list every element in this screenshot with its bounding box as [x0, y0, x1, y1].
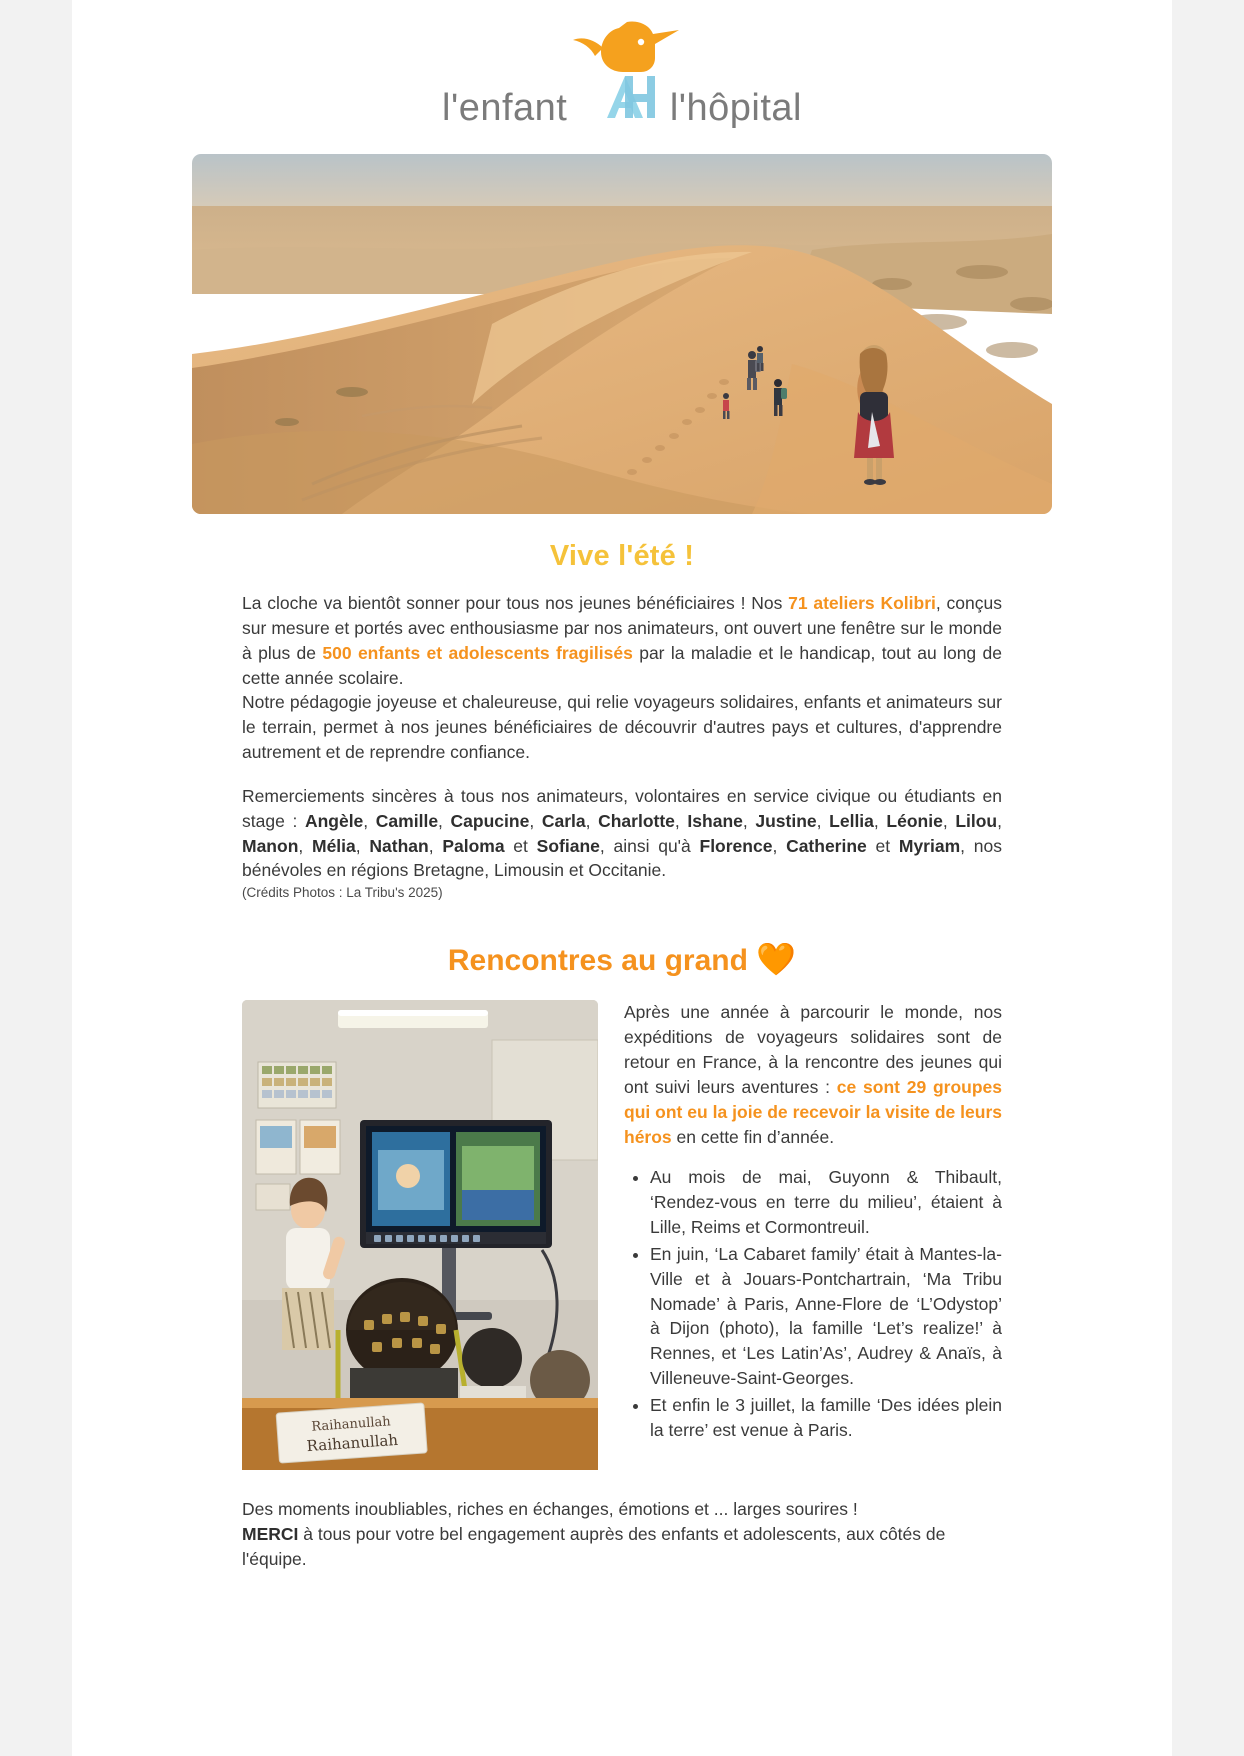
section2-body	[72, 1000, 1172, 1475]
logo-text-left: l'enfant	[442, 87, 568, 129]
orange-heart-icon: 🧡	[756, 941, 797, 978]
p3-part-c: , nos bénévoles en régions Bretagne, Limousin et Occitanie.	[242, 835, 1002, 881]
section2-paragraph-column	[624, 1000, 1002, 1444]
photo-credits: (Crédits Photos : La Tribu's 2025)	[242, 885, 443, 901]
name-justine: Justine	[755, 810, 817, 831]
name-melia: Mélia	[312, 835, 356, 856]
name-lilou: Lilou	[955, 810, 998, 831]
name-paloma: Paloma	[442, 835, 505, 856]
closing-line-1: Des moments inoubliables, riches en échanges, émotions et ... larges sourires !	[242, 1499, 858, 1520]
name-florence: Florence	[699, 835, 773, 856]
section2-title-text: Rencontres au grand	[447, 944, 748, 978]
s2-part-a: Après une année à parcourir le monde, nos expéditions de voyageurs solidaires sont de retour en France, à la rencontre des jeunes qui ont suivi leurs aventures :	[624, 1002, 1002, 1097]
paragraph-2: Notre pédagogie joyeuse et chaleureuse, qui relie voyageurs solidaires, enfants et animateurs sur le terrain, permet à nos jeunes bénéficiaires de découvrir d'autres pays et cultures, d'apprendre autrement et de reprendre confiance.	[242, 692, 1002, 763]
p3-part-a: Remerciements sincères à tous nos animateurs, volontaires en service civique ou étudiants en stage :	[242, 785, 1002, 831]
p3-et2: et	[866, 835, 899, 856]
brand-logo[interactable]	[442, 14, 802, 134]
merci-word: MERCI	[242, 1524, 299, 1545]
name-nathan: Nathan	[369, 835, 429, 856]
svg-text:Raihanullah: Raihanullah	[306, 1431, 399, 1456]
closing-text	[72, 1475, 1172, 1602]
p3-part-b: , ainsi qu'à	[599, 835, 700, 856]
name-leonie: Léonie	[886, 810, 943, 831]
closing-line-2	[242, 1522, 1002, 1572]
name-camille: Camille	[375, 810, 439, 831]
logo-text-right: l'hôpital	[669, 87, 802, 129]
section2-paragraph	[624, 1000, 1002, 1149]
list-item: • Au mois de mai, Guyonn & Thibault, ‘Rendez-vous en terre du milieu’, étaient à Lille, Reims et Cormontreuil.	[650, 1165, 1002, 1240]
name-angele: Angèle	[304, 810, 364, 831]
list-item: • Et enfin le 3 juillet, la famille ‘Des idées plein la terre’ est venue à Paris.	[650, 1393, 1002, 1443]
name-carla: Carla	[541, 810, 586, 831]
classroom-photo	[242, 1000, 598, 1475]
rencontres-list	[624, 1165, 1002, 1442]
closing-rest: à tous pour votre bel engagement auprès des enfants et adolescents, aux côtés de l'équipe.	[242, 1524, 946, 1569]
p1-part-b: , conçus sur mesure et portés avec enthousiasme par nos animateurs, ont ouvert une fenêtre sur le monde à plus de	[242, 593, 1002, 663]
highlight-29-groupes: ce sont 29 groupes qui ont eu la joie de recevoir la visite de leurs héros	[624, 1076, 1002, 1147]
name-capucine: Capucine	[450, 810, 530, 831]
s2-part-b: en cette fin d’année.	[671, 1126, 835, 1147]
classroom-illustration	[242, 1000, 598, 1470]
hero-illustration	[192, 154, 1052, 514]
section2-title	[72, 940, 1172, 978]
bird-logo-icon	[567, 14, 687, 132]
name-myriam: Myriam	[898, 835, 961, 856]
paragraph-3: Remerciements sincères à tous nos animateurs, volontaires en service civique ou étudiants en stage : Angèle, Camille, Capucine, Carla, Charlotte, Ishane, Justine, Lellia, Léonie, Lilou, Manon, Mélia, Nathan, Paloma et Sofiane, ainsi qu'à Florence, Catherine et Myriam, nos bénévoles en régions Bretagne, Limousin et Occitanie.	[242, 785, 1002, 881]
name-lellia: Lellia	[829, 810, 874, 831]
highlight-ateliers: 71 ateliers Kolibri	[788, 593, 936, 613]
section1-text	[72, 591, 1172, 900]
name-ishane: Ishane	[687, 810, 743, 831]
name-manon: Manon	[242, 835, 299, 856]
name-catherine: Catherine	[786, 835, 867, 856]
email-body	[72, 0, 1172, 1756]
svg-text:Raihanullah: Raihanullah	[310, 1414, 392, 1436]
p1-part-a: La cloche va bientôt sonner pour tous nos jeunes bénéficiaires ! Nos	[242, 593, 789, 613]
page-title: Vive l'été !	[549, 540, 695, 572]
hero-image	[192, 154, 1052, 514]
list-item: • En juin, ‘La Cabaret family’ était à Mantes-la-Ville et à Jouars-Pontchartrain, ‘Ma Tribu Nomade’ à Paris, Anne-Flore de ‘L’Odystop’ à Dijon (photo), la famille ‘Let’s realize!’ à Rennes, et ‘Les Latin’As’, Audrey & Anaïs, à Villeneuve-Saint-Georges.	[650, 1242, 1002, 1391]
name-sofiane: Sofiane	[536, 835, 600, 856]
name-charlotte: Charlotte	[598, 810, 675, 831]
p3-et: et	[504, 835, 537, 856]
logo-header	[72, 0, 1172, 154]
p1-part-c: par la maladie et le handicap, tout au long de cette année scolaire.	[242, 642, 1002, 688]
highlight-enfants: 500 enfants et adolescents fragilisés	[322, 642, 633, 663]
paragraph-1	[242, 591, 1002, 690]
